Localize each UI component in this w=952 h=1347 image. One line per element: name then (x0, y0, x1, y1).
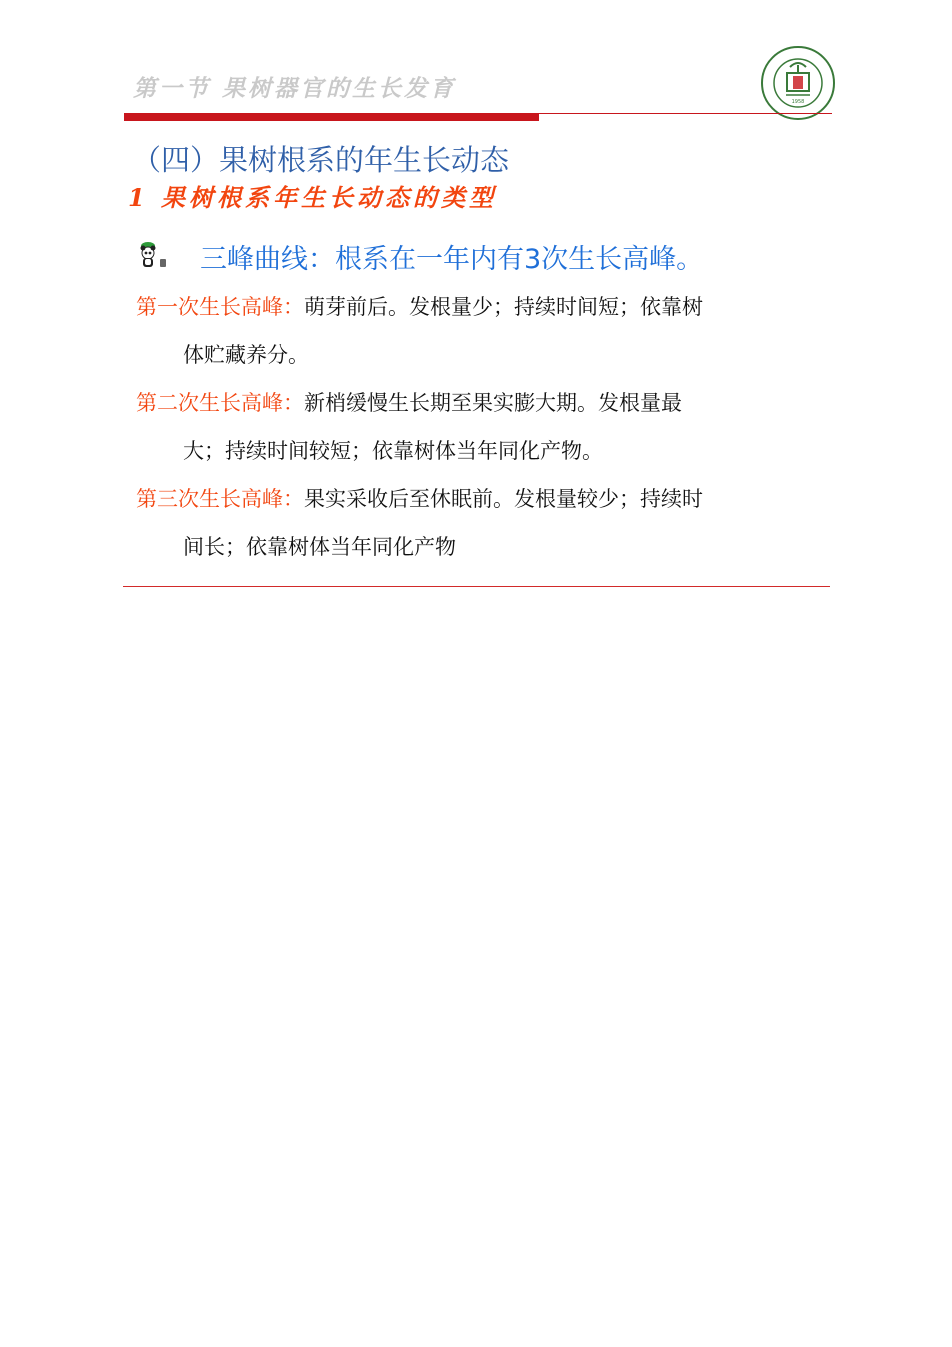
peak-item-2 (136, 379, 826, 475)
peak-line2: 体贮藏养分。 (183, 343, 309, 367)
peak-label: 第一次生长高峰： (136, 295, 304, 319)
header-bar-thin (539, 113, 832, 114)
section-header: 第一节 果树器官的生长发育 (133, 75, 457, 102)
peak-line1: 萌芽前后。发根量少；持续时间短；依靠树 (304, 295, 703, 319)
peak-line1: 新梢缓慢生长期至果实膨大期。发根量最 (304, 391, 682, 415)
footer-rule (123, 586, 830, 587)
bullet-text: 三峰曲线：根系在一年内有3次生长高峰。 (200, 244, 704, 275)
peak-item-3 (136, 475, 826, 571)
svg-text:1958: 1958 (791, 99, 805, 105)
peak-label: 第二次生长高峰： (136, 391, 304, 415)
heading-sub: 1 果树根系年生长动态的类型 (128, 183, 498, 212)
header-bar-thick (124, 113, 539, 121)
heading-main: （四）果树根系的年生长动态 (132, 143, 510, 177)
peak-item-1 (136, 283, 826, 379)
panda-mascot-icon (136, 240, 170, 272)
peak-label: 第三次生长高峰： (136, 487, 304, 511)
peak-line1: 果实采收后至休眠前。发根量较少；持续时 (304, 487, 703, 511)
peak-line2: 大；持续时间较短；依靠树体当年同化产物。 (183, 439, 603, 463)
university-logo (760, 45, 836, 121)
peak-line2: 间长；依靠树体当年同化产物 (183, 535, 456, 559)
